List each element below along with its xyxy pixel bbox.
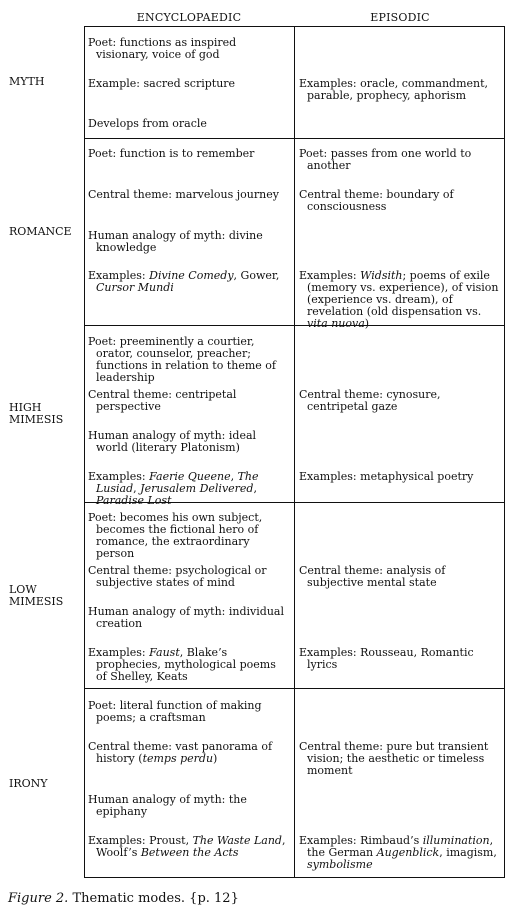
- title-faerie-queene: Faerie Queene: [149, 470, 231, 483]
- title-divine-comedy: Divine Comedy: [149, 269, 234, 282]
- myth-develops: Develops from oracle: [88, 117, 207, 130]
- low-mimesis-examples: [88, 647, 290, 683]
- irony-episodic-theme: Central theme: pure but transient vision; the aesthetic or timeless moment: [299, 740, 489, 777]
- examples-prefix: Examples: Proust,: [88, 834, 193, 847]
- row-label-low-mimesis: [9, 584, 81, 608]
- low-mimesis-theme: Central theme: psychological or subjective states of mind: [88, 564, 267, 589]
- examples-prefix: Examples:: [88, 269, 150, 282]
- examples-prefix: Examples:: [88, 646, 150, 659]
- title-the-lusiad: The Lusiad: [96, 470, 259, 495]
- romance-analogy: Human analogy of myth: divine knowledge: [88, 229, 263, 254]
- examples-text: ; poems of exile (memory vs. experience), of vision (experience vs. dream), of revelation (old dispensation vs.: [307, 269, 499, 318]
- myth-poet: Poet: functions as inspired visionary, voice of god: [88, 36, 237, 61]
- row-label-high-mimesis: [9, 402, 81, 426]
- title-between-the-acts: Between the Acts: [140, 846, 239, 859]
- examples-sep: , Woolf’s: [96, 834, 286, 859]
- myth-example: Example: sacred scripture: [88, 77, 236, 90]
- high-mimesis-examples: [88, 471, 290, 507]
- title-augenblick: Augenblick: [376, 846, 440, 859]
- irony-examples: [88, 835, 290, 859]
- title-paradise-lost: Paradise Lost: [96, 494, 172, 507]
- theme-end: ): [213, 752, 218, 765]
- romance-poet: Poet: function is to remember: [88, 147, 255, 160]
- examples-sep: ,: [230, 470, 238, 483]
- title-jerusalem-delivered: Jerusalem Delivered: [140, 482, 254, 495]
- label-line: HIGH: [9, 401, 42, 414]
- high-mimesis-analogy: Human analogy of myth: ideal world (literary Platonism): [88, 429, 257, 454]
- title-widsith: Widsith: [360, 269, 403, 282]
- examples-prefix: Examples: Rimbaud’s: [299, 834, 423, 847]
- irony-analogy: Human analogy of myth: the epiphany: [88, 793, 247, 818]
- irony-theme: [88, 741, 290, 765]
- title-illumination: illumination: [422, 834, 490, 847]
- column-divider: [294, 26, 295, 878]
- row-divider: [84, 688, 505, 689]
- examples-sep: ,: [253, 482, 257, 495]
- low-mimesis-episodic-theme: Central theme: analysis of subjective mental state: [299, 564, 446, 589]
- title-cursor-mundi: Cursor Mundi: [96, 281, 174, 294]
- column-header-episodic: EPISODIC: [370, 11, 430, 24]
- examples-sep: , Gower,: [233, 269, 280, 282]
- theme-text: Central theme: vast panorama of history (: [88, 740, 273, 765]
- label-line: MIMESIS: [9, 595, 64, 608]
- romance-episodic-poet: Poet: passes from one world to another: [299, 147, 472, 172]
- low-mimesis-poet: Poet: becomes his own subject, becomes the fictional hero of romance, the extraordinary person: [88, 511, 263, 560]
- title-symbolisme: symbolisme: [307, 858, 373, 871]
- title-faust: Faust: [149, 646, 180, 659]
- examples-sep: ,: [133, 482, 141, 495]
- high-mimesis-theme: Central theme: centripetal perspective: [88, 388, 237, 413]
- figure-number: Figure 2.: [8, 891, 69, 906]
- examples-text: , Blake’s prophecies, mythological poems of Shelley, Keats: [96, 646, 276, 683]
- row-divider: [84, 138, 505, 139]
- irony-poet: Poet: literal function of making poems; a craftsman: [88, 699, 262, 724]
- high-mimesis-episodic-theme: Central theme: cynosure, centripetal gaze: [299, 388, 441, 413]
- title-the-waste-land: The Waste Land: [192, 834, 282, 847]
- examples-end: ): [364, 317, 370, 330]
- low-mimesis-episodic-examples: Examples: Rousseau, Romantic lyrics: [299, 646, 474, 671]
- label-line: MIMESIS: [9, 413, 64, 426]
- romance-examples: [88, 270, 290, 294]
- irony-episodic-examples: [299, 835, 503, 871]
- row-label-romance: ROMANCE: [9, 225, 72, 238]
- row-label-myth: MYTH: [9, 75, 45, 88]
- examples-prefix: Examples:: [88, 470, 150, 483]
- figure-caption: [8, 891, 239, 907]
- examples-sep: , imagism,: [439, 846, 497, 859]
- examples-prefix: Examples:: [299, 269, 361, 282]
- romance-episodic-theme: Central theme: boundary of consciousness: [299, 188, 454, 213]
- row-label-irony: IRONY: [9, 777, 48, 790]
- myth-episodic-examples: Examples: oracle, commandment, parable, prophecy, aphorism: [299, 77, 489, 102]
- column-header-encyclopaedic: ENCYCLOPAEDIC: [136, 11, 242, 24]
- caption-text: Thematic modes. {p. 12}: [68, 891, 239, 906]
- high-mimesis-episodic-examples: Examples: metaphysical poetry: [299, 470, 474, 483]
- romance-theme: Central theme: marvelous journey: [88, 188, 279, 201]
- romance-episodic-examples: [299, 270, 503, 330]
- label-line: LOW: [9, 583, 37, 596]
- low-mimesis-analogy: Human analogy of myth: individual creation: [88, 605, 284, 630]
- examples-sep: , the German: [307, 834, 494, 859]
- title-temps-perdu: temps perdu: [142, 752, 214, 765]
- title-vita-nuova: vita nuova: [307, 317, 365, 330]
- high-mimesis-poet: Poet: preeminently a courtier, orator, counselor, preacher; functions in relation to theme of leadership: [88, 335, 276, 384]
